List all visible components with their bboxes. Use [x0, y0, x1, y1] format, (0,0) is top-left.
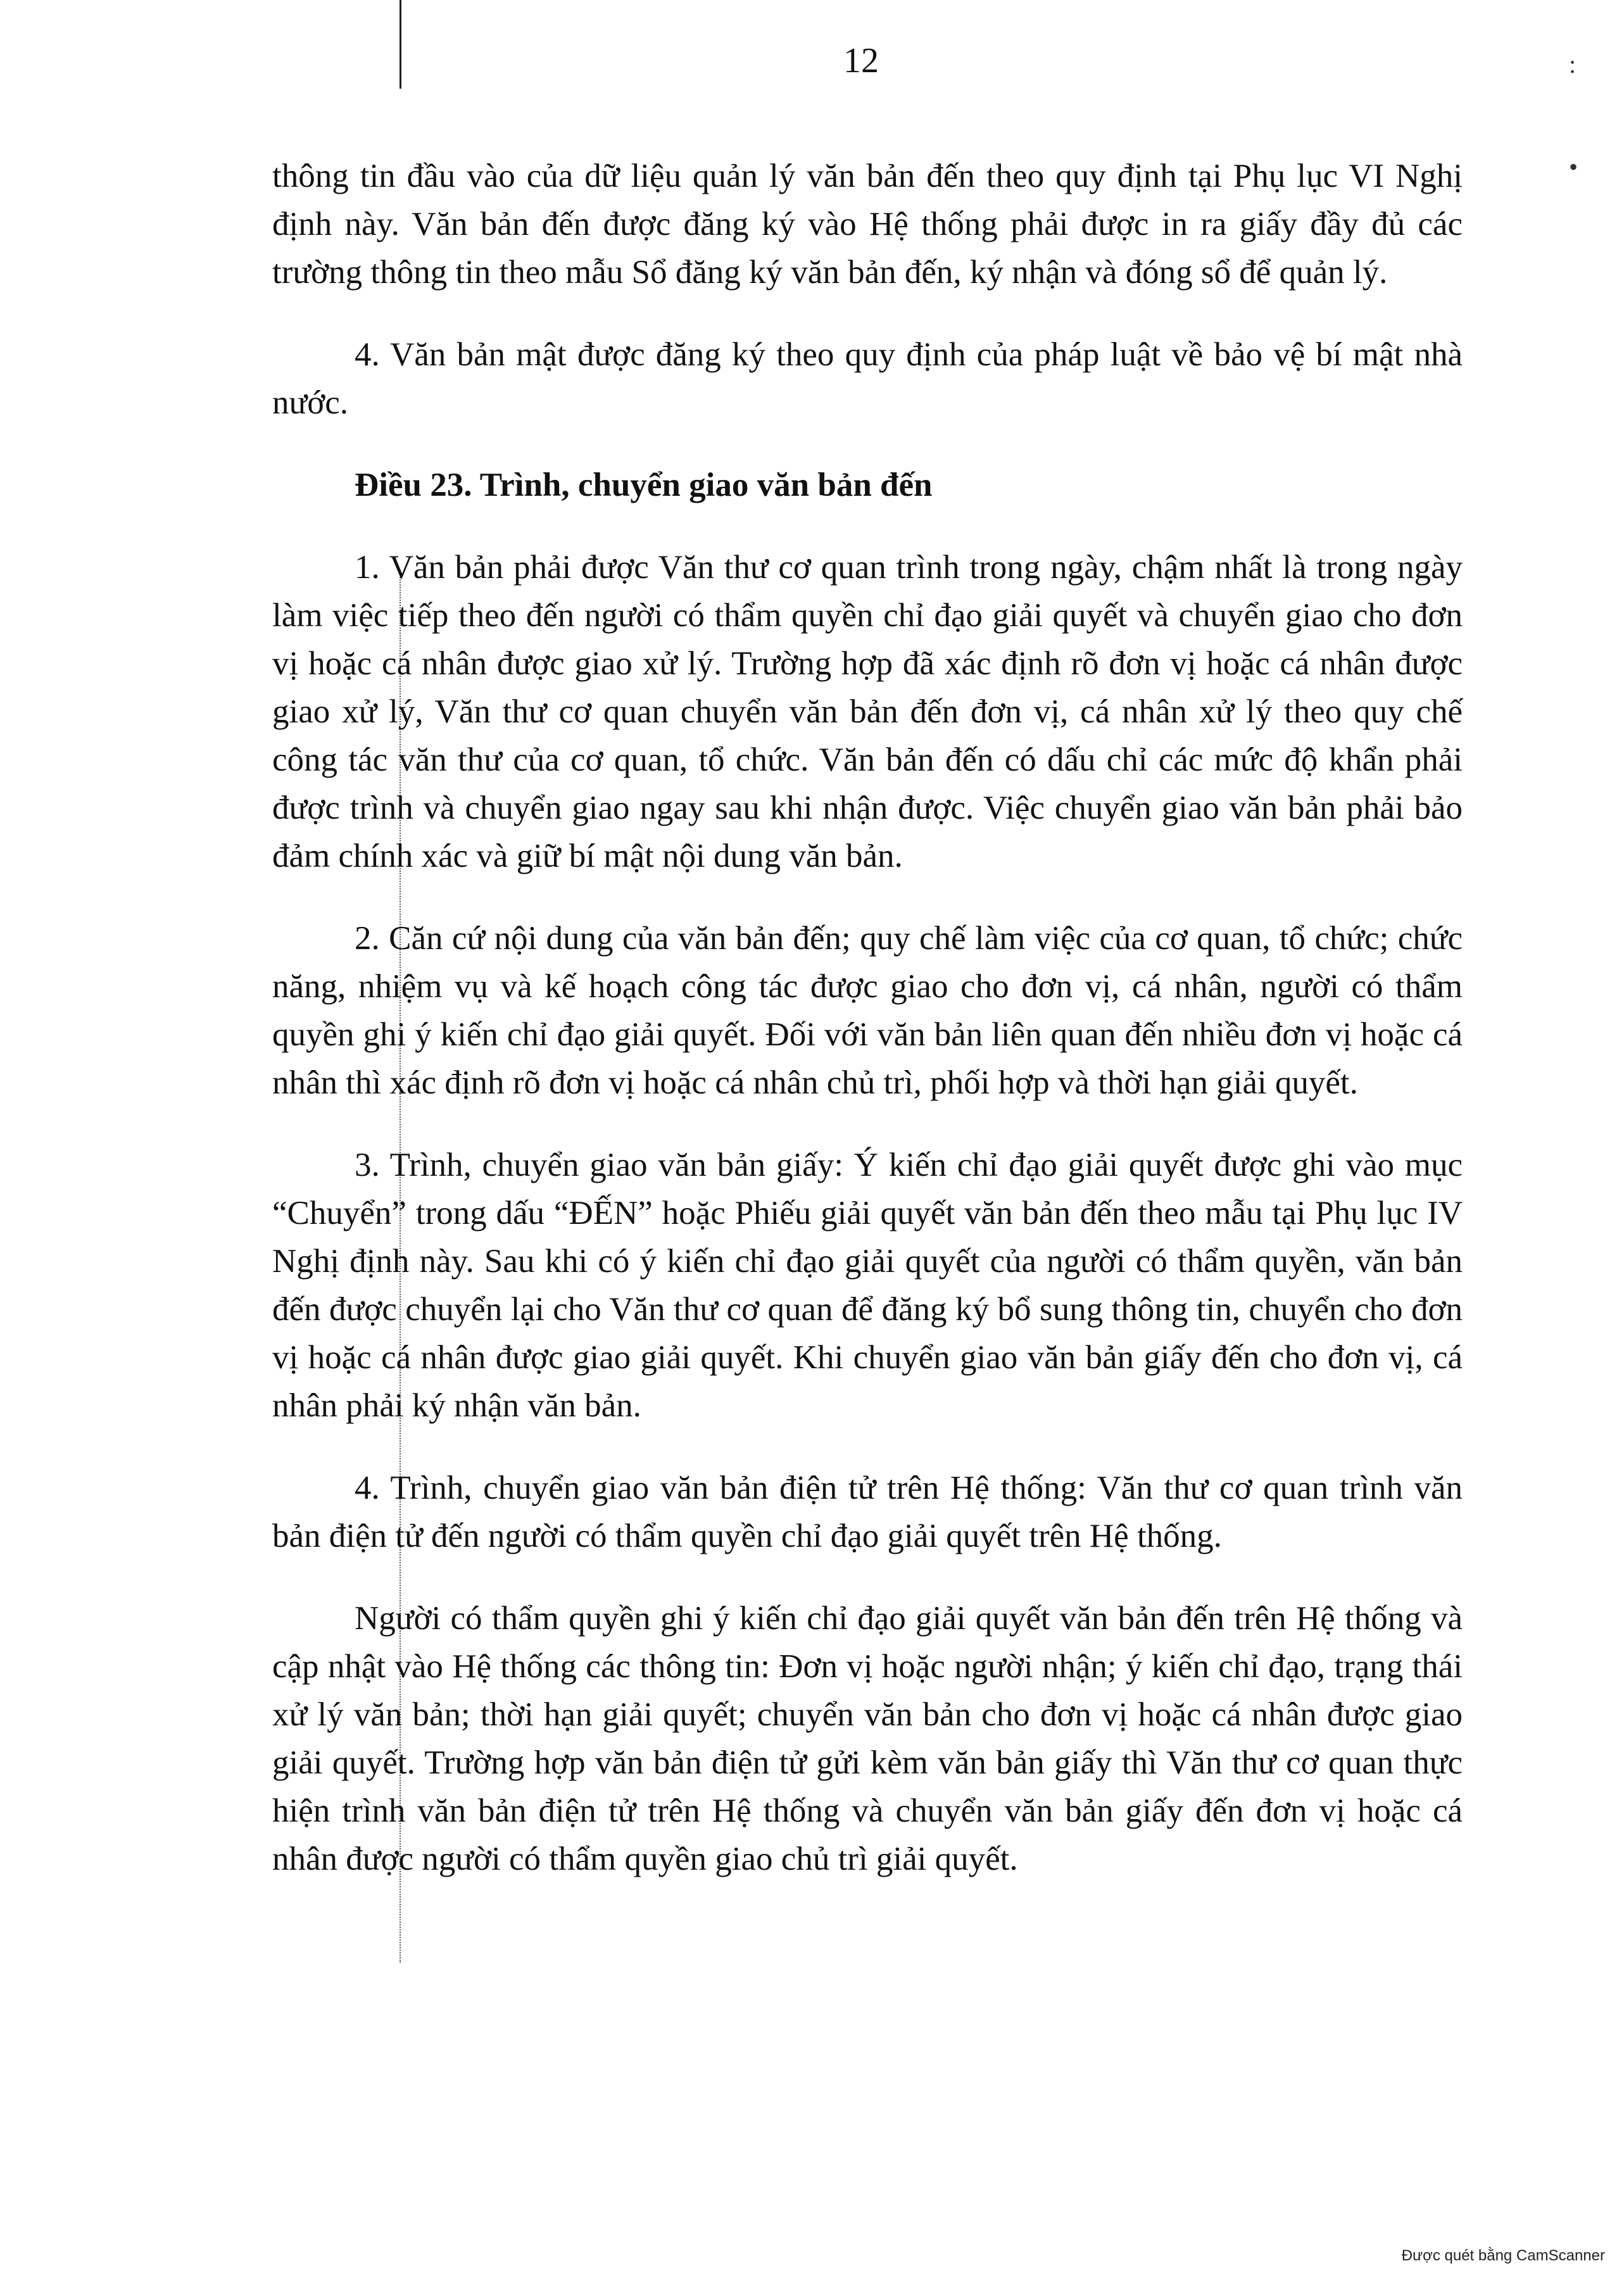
- paragraph: 3. Trình, chuyển giao văn bản giấy: Ý kiến chỉ đạo giải quyết được ghi vào mục “Chuyển” trong dấu “ĐẾN” hoặc Phiếu giải quyết văn bản đến theo mẫu tại Phụ lục IV Nghị định này. Sau khi có ý kiến chỉ đạo giải quyết của người có thẩm quyền, văn bản đến được chuyển lại cho Văn thư cơ quan để đăng ký bổ sung thông tin, chuyển cho đơn vị hoặc cá nhân được giao giải quyết. Khi chuyển giao văn bản giấy đến cho đơn vị, cá nhân phải ký nhận văn bản.: [272, 1147, 1463, 1424]
- paragraph: Người có thẩm quyền ghi ý kiến chỉ đạo giải quyết văn bản đến trên Hệ thống và cập nhật vào Hệ thống các thông tin: Đơn vị hoặc người nhận; ý kiến chỉ đạo, trạng thái xử lý văn bản; thời hạn giải quyết; chuyển văn bản cho đơn vị hoặc cá nhân được giao giải quyết. Trường hợp văn bản điện tử gửi kèm văn bản giấy thì Văn thư cơ quan thực hiện trình văn bản điện tử trên Hệ thống và chuyển văn bản giấy đến đơn vị hoặc cá nhân được người có thẩm quyền giao chủ trì giải quyết.: [272, 1600, 1463, 1877]
- scanner-watermark: Được quét bằng CamScanner: [1401, 2247, 1605, 2264]
- page-number: 12: [843, 41, 879, 80]
- margin-mark: :: [1569, 50, 1577, 79]
- document-body: [272, 152, 1463, 1917]
- paragraph: thông tin đầu vào của dữ liệu quản lý văn bản đến theo quy định tại Phụ lục VI Nghị định này. Văn bản đến được đăng ký vào Hệ thống phải được in ra giấy đầy đủ các trường thông tin theo mẫu Sổ đăng ký văn bản đến, ký nhận và đóng sổ để quản lý.: [272, 158, 1463, 291]
- paragraph: 2. Căn cứ nội dung của văn bản đến; quy chế làm việc của cơ quan, tổ chức; chức năng, nhiệm vụ và kế hoạch công tác được giao cho đơn vị, cá nhân, người có thẩm quyền ghi ý kiến chỉ đạo giải quyết. Đối với văn bản liên quan đến nhiều đơn vị hoặc cá nhân thì xác định rõ đơn vị hoặc cá nhân chủ trì, phối hợp và thời hạn giải quyết.: [272, 920, 1463, 1101]
- paragraph: 1. Văn bản phải được Văn thư cơ quan trình trong ngày, chậm nhất là trong ngày làm việc tiếp theo đến người có thẩm quyền chỉ đạo giải quyết và chuyển giao cho đơn vị hoặc cá nhân được giao xử lý. Trường hợp đã xác định rõ đơn vị hoặc cá nhân được giao xử lý, Văn thư cơ quan chuyển văn bản đến đơn vị, cá nhân xử lý theo quy chế công tác văn thư của cơ quan, tổ chức. Văn bản đến có dấu chỉ các mức độ khẩn phải được trình và chuyển giao ngay sau khi nhận được. Việc chuyển giao văn bản phải bảo đảm chính xác và giữ bí mật nội dung văn bản.: [272, 549, 1463, 874]
- paragraph: 4. Trình, chuyển giao văn bản điện tử trên Hệ thống: Văn thư cơ quan trình văn bản điện tử đến người có thẩm quyền chỉ đạo giải quyết trên Hệ thống.: [272, 1470, 1463, 1554]
- margin-mark: •: [1569, 153, 1578, 181]
- scan-line-top: [400, 0, 401, 89]
- article-heading: Điều 23. Trình, chuyển giao văn bản đến: [355, 467, 933, 503]
- paragraph: 4. Văn bản mật được đăng ký theo quy định của pháp luật về bảo vệ bí mật nhà nước.: [272, 336, 1463, 421]
